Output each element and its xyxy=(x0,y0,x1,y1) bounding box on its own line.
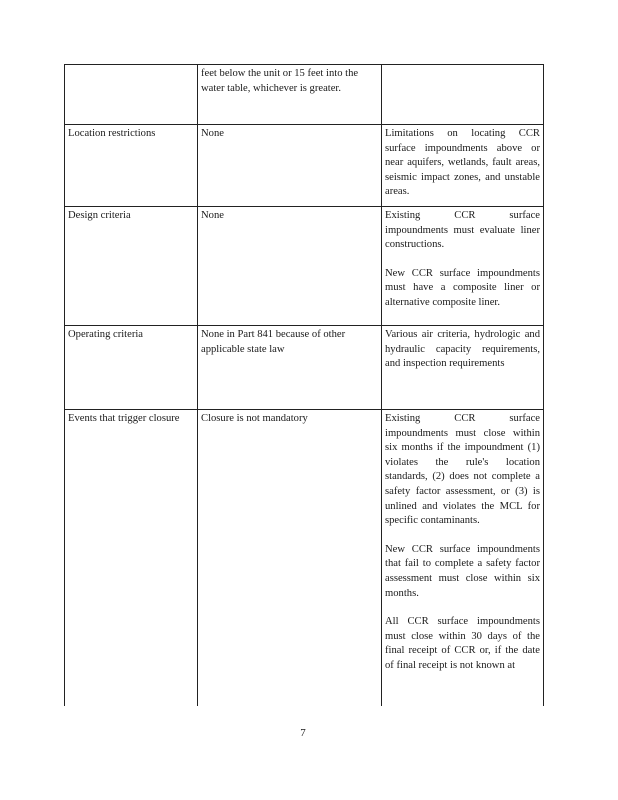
comparison-table xyxy=(64,64,544,706)
existing-rule-text: Closure is not mandatory xyxy=(201,413,308,424)
ccr-rule-paragraph: New CCR surface impoundments that fail to complete a safety factor assessment must close within six months. xyxy=(385,543,540,599)
ccr-rule-paragraph: All CCR surface impoundments must close within 30 days of the final receipt of CCR or, if the date of final receipt is not known at xyxy=(385,616,540,671)
ccr-rule-paragraph: New CCR surface impoundments must have a composite liner or alternative composite liner. xyxy=(385,267,540,308)
ccr-rule-paragraph: Limitations on locating CCR surface impoundments above or near aquifers, wetlands, fault areas, seismic impact zones, and unstable areas. xyxy=(385,128,540,198)
existing-rule-text: None xyxy=(201,128,224,139)
existing-rule-cell xyxy=(198,207,382,326)
existing-rule-text: None xyxy=(201,210,224,221)
ccr-rule-cell xyxy=(382,326,544,410)
ccr-rule-paragraph: Various air criteria, hydrologic and hydraulic capacity requirements, and inspection requirements xyxy=(385,329,540,370)
table-row-closure xyxy=(65,410,544,706)
criterion-cell: Operating criteria xyxy=(65,326,198,410)
page-number: 7 xyxy=(300,727,306,739)
criterion-cell: Events that trigger closure xyxy=(65,410,198,706)
table-row-operating xyxy=(65,326,544,410)
ccr-rule-cell xyxy=(382,125,544,207)
table-row-location xyxy=(65,125,544,207)
ccr-rule-paragraph: Existing CCR surface impoundments must evaluate liner constructions. xyxy=(385,210,540,251)
existing-rule-cell xyxy=(198,65,382,125)
existing-rule-cell xyxy=(198,125,382,207)
existing-rule-cell xyxy=(198,410,382,706)
criterion-cell: Design criteria xyxy=(65,207,198,326)
ccr-rule-cell xyxy=(382,65,544,125)
ccr-rule-paragraph: Existing CCR surface impoundments must close within six months if the impoundment (1) violates the rule's location standards, (2) does not complete a safety factor assessment, or (3) is unlined and violates the MCL for specific contaminants. xyxy=(385,413,540,527)
ccr-rule-cell xyxy=(382,207,544,326)
table-row-design xyxy=(65,207,544,326)
existing-rule-text: None in Part 841 because of other applicable state law xyxy=(201,329,346,355)
ccr-rule-cell xyxy=(382,410,544,706)
criterion-cell: Location restrictions xyxy=(65,125,198,207)
table-row-continuation xyxy=(65,65,544,125)
criterion-cell xyxy=(65,65,198,125)
existing-rule-text: feet below the unit or 15 feet into the water table, whichever is greater. xyxy=(201,68,359,94)
existing-rule-cell xyxy=(198,326,382,410)
